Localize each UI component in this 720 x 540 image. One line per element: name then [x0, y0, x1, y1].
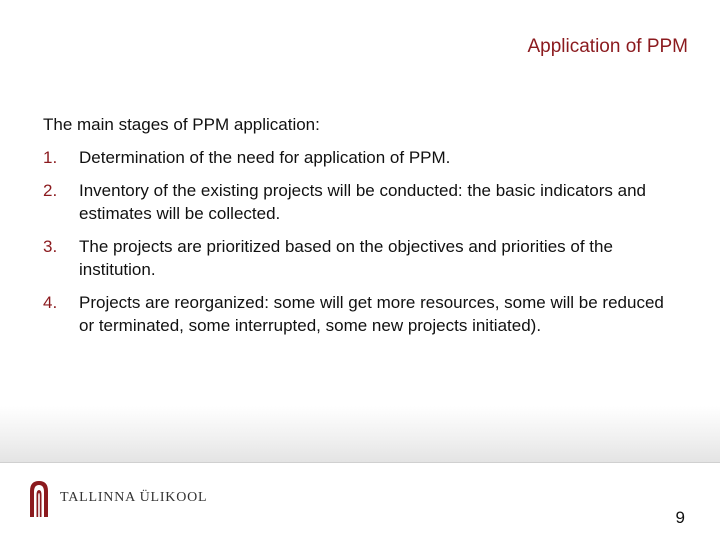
stage-list: [43, 146, 683, 337]
stage-item-3: [43, 235, 683, 281]
stage-item-4: [43, 291, 683, 337]
footer-divider: [0, 462, 720, 463]
stage-number: 2.: [43, 181, 58, 200]
footer-band: [0, 406, 720, 462]
stage-number: 1.: [43, 148, 58, 167]
stage-text: The projects are prioritized based on the objectives and priorities of the institution.: [79, 237, 613, 279]
university-logo: [28, 478, 207, 518]
stage-text: Determination of the need for application of PPM.: [79, 148, 451, 167]
stage-text: Projects are reorganized: some will get more resources, some will be reduced or terminated, some interrupted, some new projects initiated).: [79, 293, 664, 335]
slide-title: Application of PPM: [527, 36, 688, 57]
slide-content: [43, 113, 683, 347]
page-number: 9: [675, 508, 685, 527]
stage-number: 4.: [43, 293, 58, 312]
intro-text: The main stages of PPM application:: [43, 115, 320, 134]
stage-number: 3.: [43, 237, 58, 256]
stage-item-1: [43, 146, 683, 169]
stage-item-2: [43, 179, 683, 225]
stage-text: Inventory of the existing projects will be conducted: the basic indicators and estimates will be collected.: [79, 181, 646, 223]
university-name: TALLINNA ÜLIKOOL: [60, 490, 208, 505]
tallinn-university-logo-icon: [28, 479, 50, 517]
